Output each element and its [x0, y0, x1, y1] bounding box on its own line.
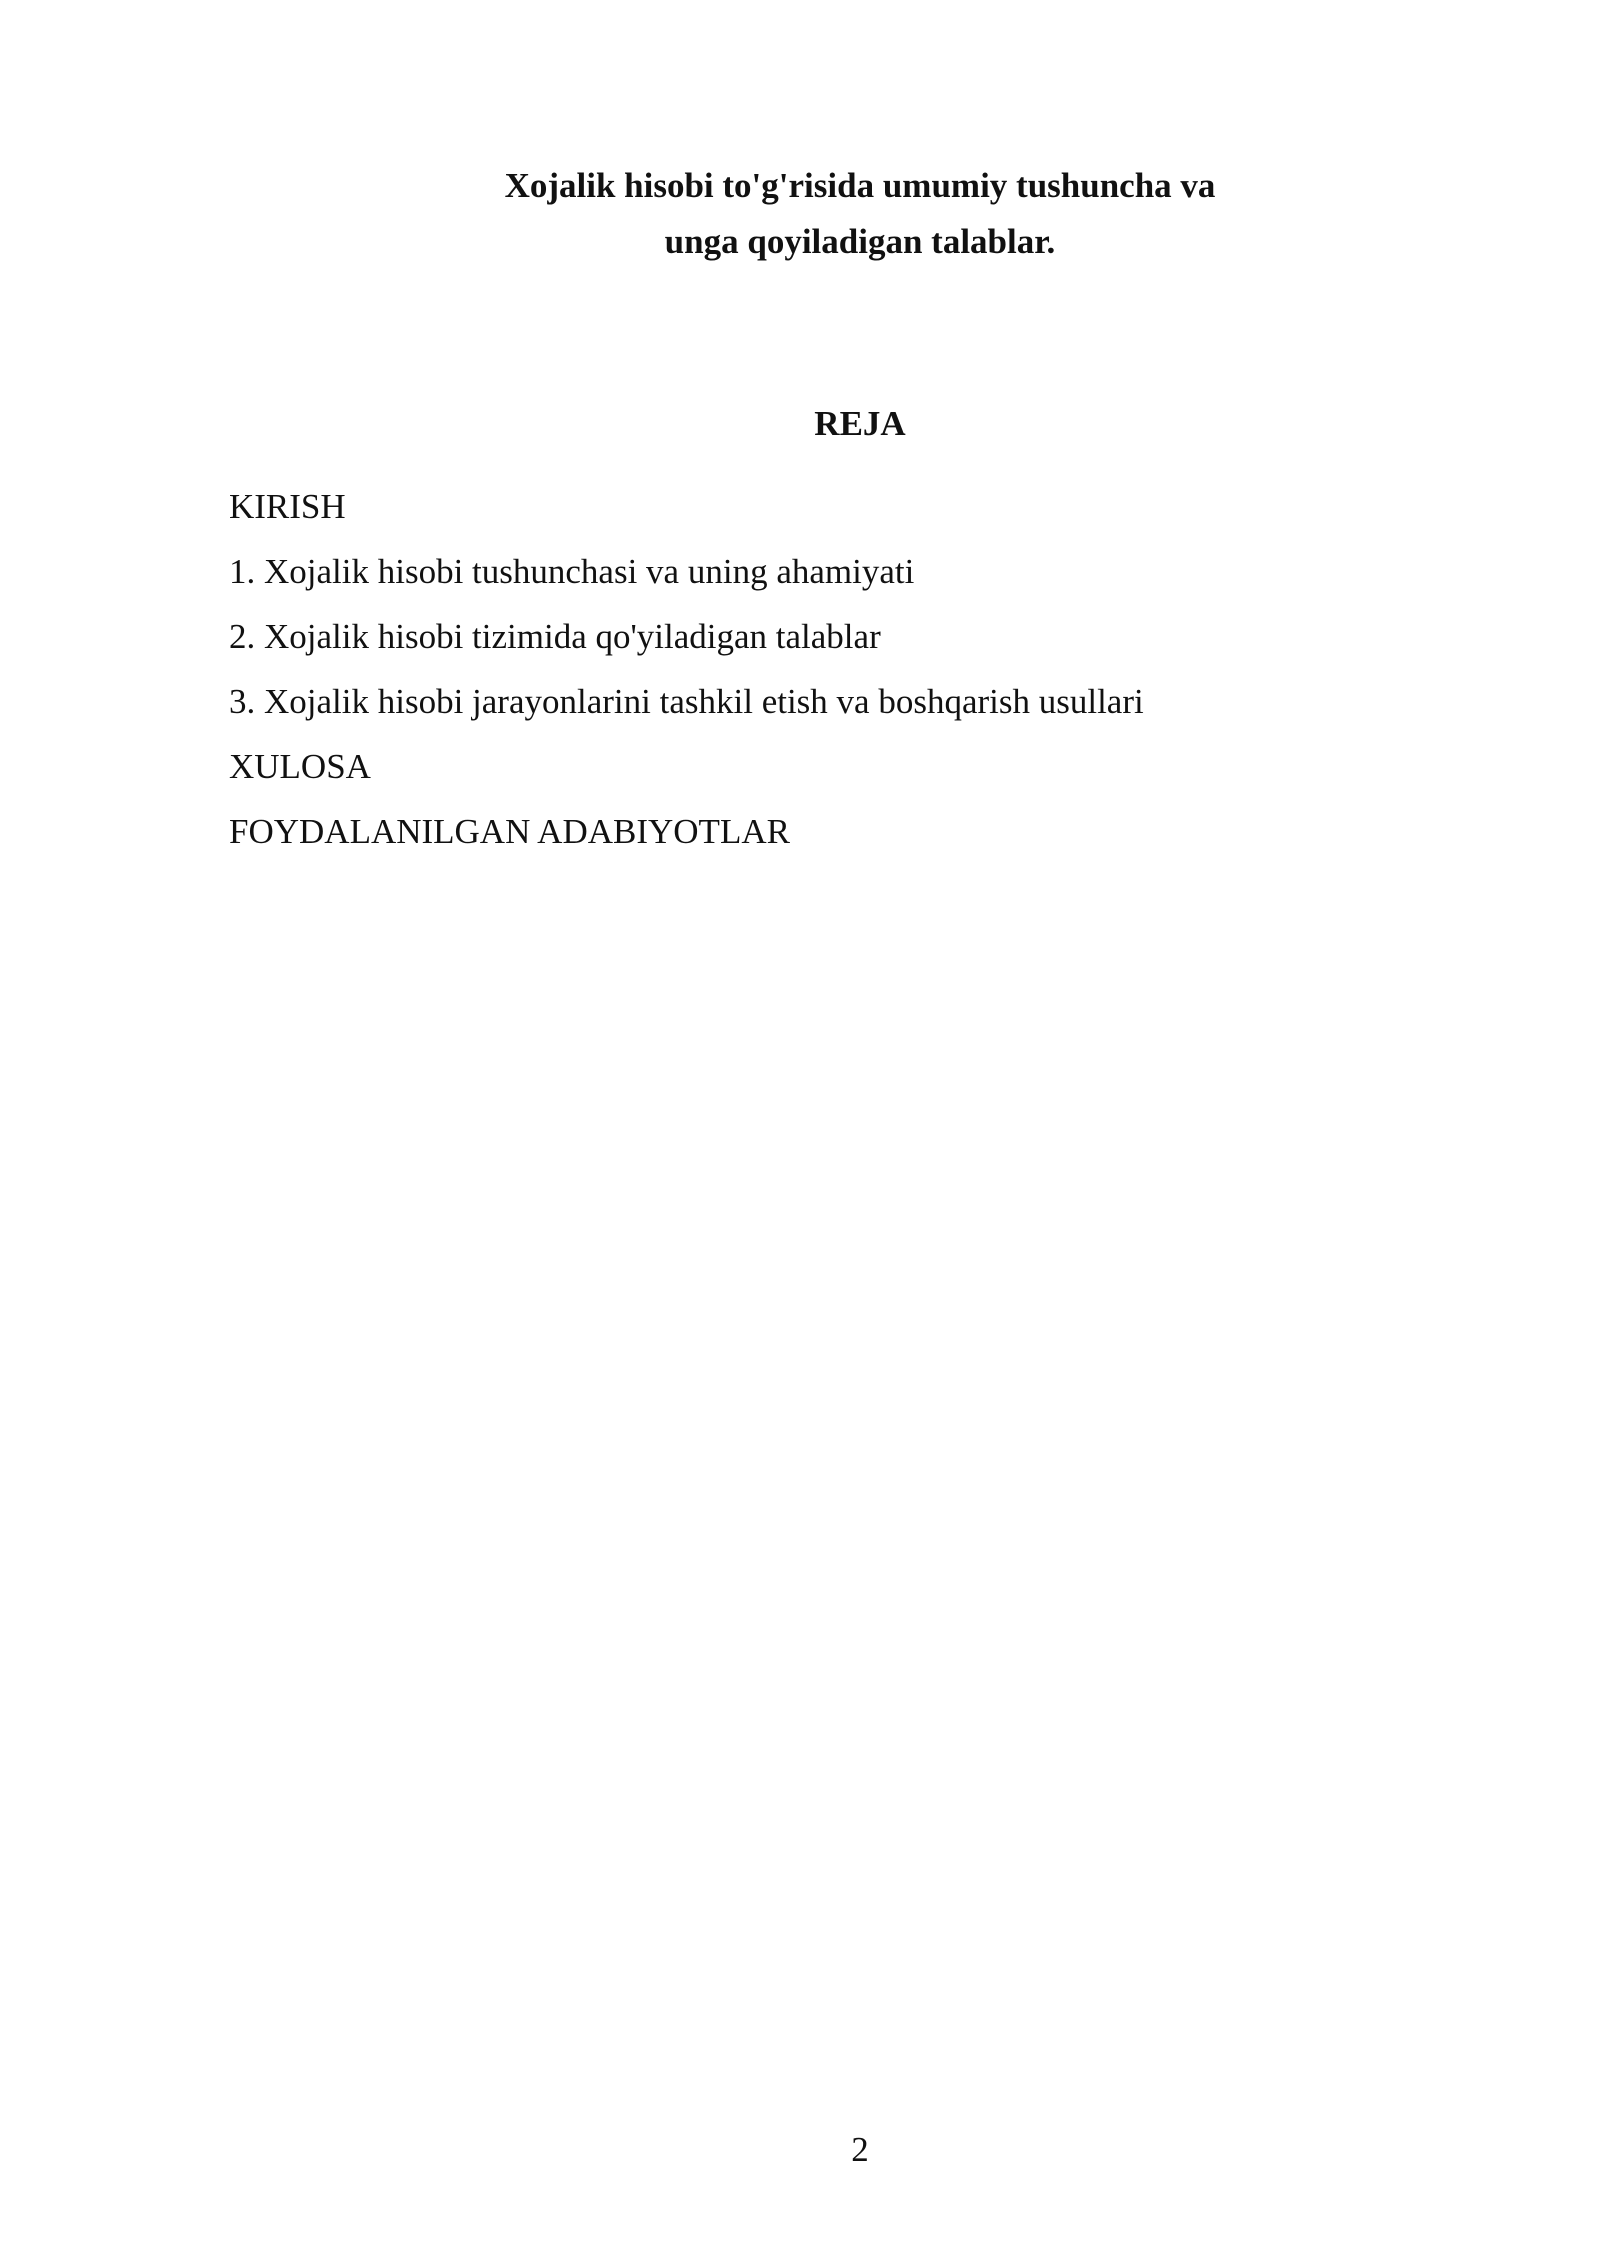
plan-list — [229, 474, 1144, 864]
plan-item-1: 1. Xojalik hisobi tushunchasi va uning ahamiyati — [229, 552, 915, 591]
document-title — [0, 158, 1600, 270]
plan-item-3: 3. Xojalik hisobi jarayonlarini tashkil etish va boshqarish usullari — [229, 682, 1144, 721]
page-number: 2 — [851, 2130, 869, 2169]
plan-item-introduction: KIRISH — [229, 487, 346, 526]
title-line-2: unga qoyiladigan talablar. — [664, 222, 1056, 261]
plan-heading: REJA — [814, 404, 906, 443]
plan-item-references: FOYDALANILGAN ADABIYOTLAR — [229, 812, 790, 851]
plan-item-conclusion: XULOSA — [229, 747, 371, 786]
plan-item-2: 2. Xojalik hisobi tizimida qo'yiladigan talablar — [229, 617, 881, 656]
title-line-1: Xojalik hisobi to'g'risida umumiy tushuncha va — [504, 166, 1216, 205]
